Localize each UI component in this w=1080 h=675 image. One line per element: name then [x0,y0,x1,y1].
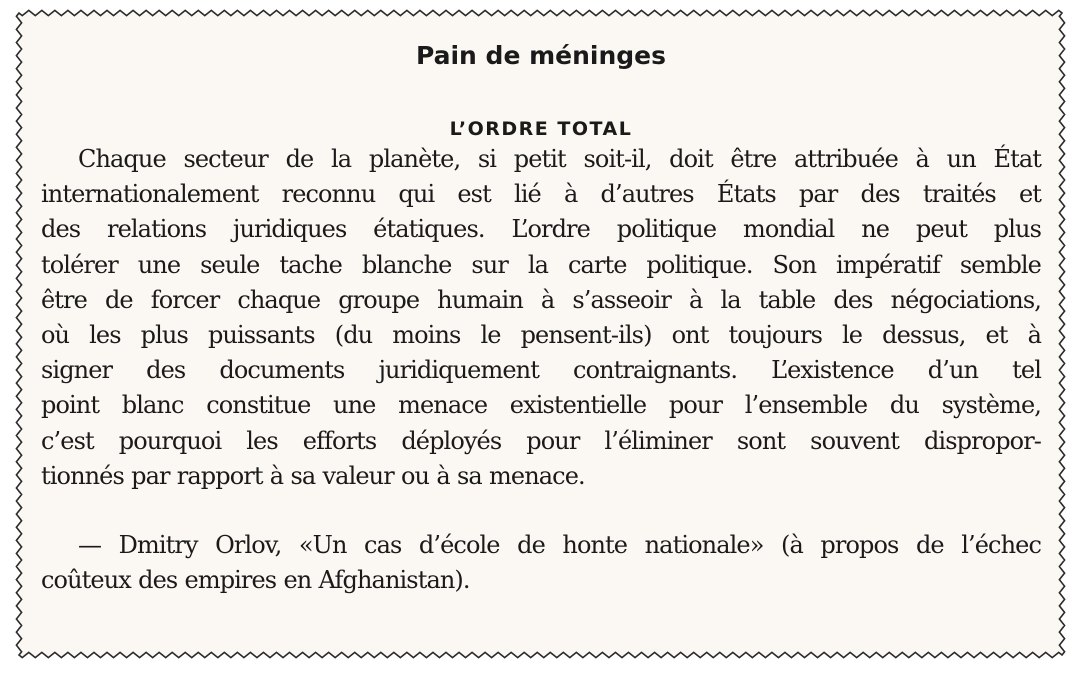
paragraph-line: signer des documents juridiquement contraignants. L’existence d’un tel [41,356,1041,385]
paragraph-line: point blanc constitue une menace existentielle pour l’ensemble du système, [41,391,1041,420]
paragraph-line: tionnés par rapport à sa valeur ou à sa menace. [41,461,585,490]
paragraph-line: c’est pourquoi les efforts déployés pour l’éliminer sont souvent dispropor- [41,426,1041,455]
paragraph-line: internationalement reconnu qui est lié à d’autres États par des traités et [41,180,1041,209]
section-heading: L’ORDRE TOTAL [449,118,633,140]
paragraph [41,142,1041,494]
paragraph-line: Chaque secteur de la planète, si petit soit-il, doit être attribuée à un État [78,145,1041,173]
paragraph-line: tolérer une seule tache blanche sur la carte politique. Son impératif semble [41,250,1041,279]
attribution-line: coûteux des empires en Afghanistan). [41,566,470,595]
paragraph-line: des relations juridiques étatiques. L’ordre politique mondial ne peut plus [41,215,1041,244]
info-box [41,34,1041,644]
attribution-line: — Dmitry Orlov, «Un cas d’école de honte nationale» (à propos de l’échec [78,531,1041,560]
paragraph-line: être de forcer chaque groupe humain à s’asseoir à la table des négociations, [41,285,1041,314]
paragraph-line: où les plus puissants (du moins le pensent-ils) ont toujours le dessus, et à [41,321,1041,350]
attribution [41,528,1041,598]
box-title: Pain de méninges [415,41,667,70]
